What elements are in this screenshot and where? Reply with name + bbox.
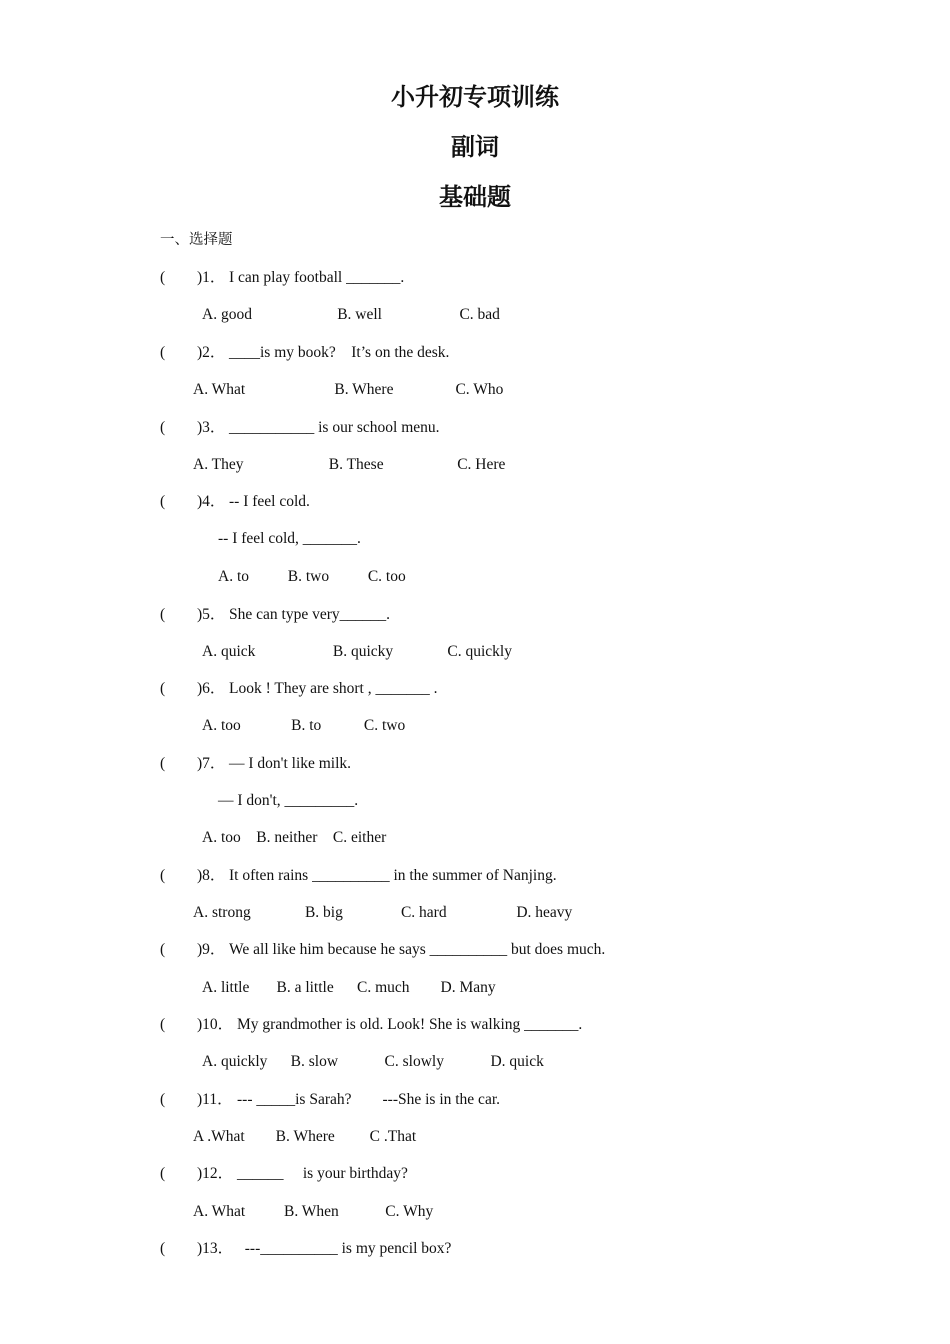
question-stem-continued: — I don't, _________. [218, 792, 359, 809]
question-stem: My grandmother is old. Look! She is walking _______. [237, 1016, 583, 1033]
answer-blank: ( [160, 493, 166, 510]
answer-blank: ( [160, 1165, 166, 1182]
answer-blank: ( [160, 755, 166, 772]
question-options: A. What B. When C. Why [193, 1203, 434, 1220]
question-stem: — I don't like milk. [229, 755, 352, 772]
question-number: )8． [197, 867, 226, 884]
question-stem: ______ is your birthday? [237, 1165, 408, 1182]
question-number: )9． [197, 941, 226, 958]
page-title: 小升初专项训练 [391, 83, 559, 111]
question-options: A. little B. a little C. much D. Many [202, 979, 496, 996]
question-options: A. too B. to C. two [202, 717, 406, 734]
question-options: A. strong B. big C. hard D. heavy [193, 904, 573, 921]
answer-blank: ( [160, 344, 166, 361]
question-stem: It often rains __________ in the summer of Nanjing. [229, 867, 557, 884]
answer-blank: ( [160, 680, 166, 697]
question-number: )12． [197, 1165, 234, 1182]
question-number: )3． [197, 419, 226, 436]
question-stem: -- I feel cold. [229, 493, 310, 510]
answer-blank: ( [160, 606, 166, 623]
question-stem: We all like him because he says __________ but does much. [229, 941, 606, 958]
question-options: A. to B. two C. too [218, 568, 406, 585]
question-stem-continued: -- I feel cold, _______. [218, 530, 361, 547]
question-options: A .What B. Where C .That [193, 1128, 417, 1145]
question-stem: Look ! They are short , _______ . [229, 680, 438, 697]
question-stem: I can play football _______. [229, 269, 405, 286]
answer-blank: ( [160, 269, 166, 286]
question-number: )7． [197, 755, 226, 772]
page-level: 基础题 [439, 183, 511, 211]
question-stem: ---__________ is my pencil box? [237, 1240, 452, 1257]
answer-blank: ( [160, 1091, 166, 1108]
question-options: A. quickly B. slow C. slowly D. quick [202, 1053, 544, 1070]
question-stem: --- _____is Sarah? ---She is in the car. [237, 1091, 501, 1108]
question-options: A. They B. These C. Here [193, 456, 506, 473]
question-options: A. too B. neither C. either [202, 829, 387, 846]
question-number: )4． [197, 493, 226, 510]
question-options: A. good B. well C. bad [202, 306, 500, 323]
question-options: A. What B. Where C. Who [193, 381, 504, 398]
question-stem: She can type very______. [229, 606, 390, 623]
page-subtitle: 副词 [451, 133, 499, 161]
section-heading: 一、选择题 [160, 232, 233, 248]
question-options: A. quick B. quicky C. quickly [202, 643, 512, 660]
answer-blank: ( [160, 941, 166, 958]
answer-blank: ( [160, 1016, 166, 1033]
answer-blank: ( [160, 1240, 166, 1257]
question-stem: ____is my book? It’s on the desk. [229, 344, 450, 361]
answer-blank: ( [160, 867, 166, 884]
question-stem: ___________ is our school menu. [229, 419, 440, 436]
question-number: )13． [197, 1240, 234, 1257]
question-number: )1． [197, 269, 226, 286]
question-number: )2． [197, 344, 226, 361]
question-number: )10． [197, 1016, 234, 1033]
answer-blank: ( [160, 419, 166, 436]
question-number: )5． [197, 606, 226, 623]
question-number: )6． [197, 680, 226, 697]
question-number: )11． [197, 1091, 233, 1108]
